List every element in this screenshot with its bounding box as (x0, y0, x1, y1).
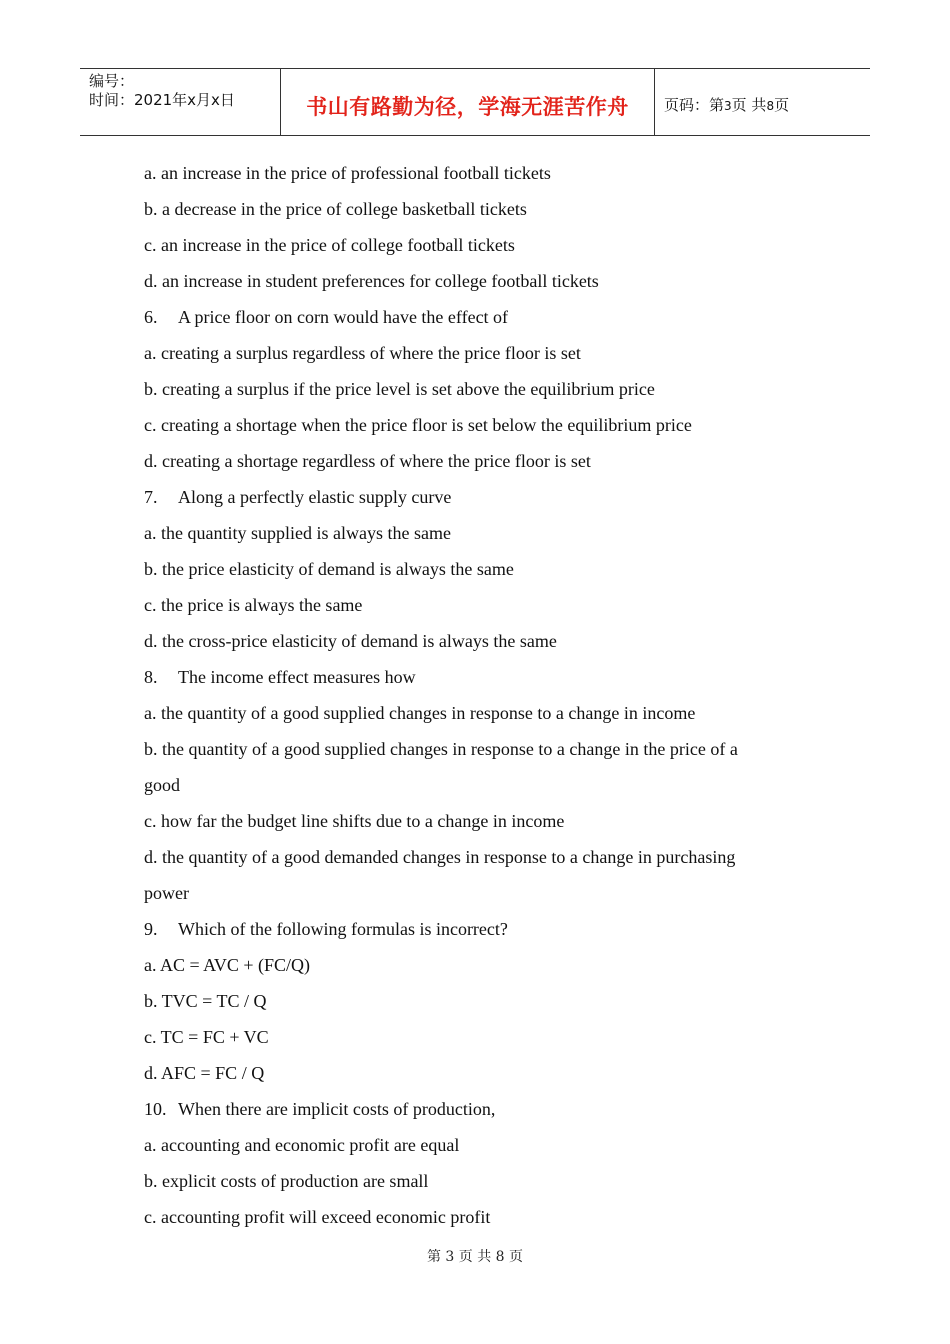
answer-line: d. an increase in student preferences for college football tickets (144, 271, 599, 291)
question-text: When there are implicit costs of production, (178, 1099, 496, 1119)
question-line (144, 479, 794, 515)
answer-line: b. a decrease in the price of college basketball tickets (144, 199, 527, 219)
page-footer: 第 3 页 共 8 页 (426, 1249, 524, 1265)
answer-line: b. TVC = TC / Q (144, 991, 267, 1011)
answer-line: a. creating a surplus regardless of where the price floor is set (144, 343, 581, 363)
page-current: 3 (724, 99, 732, 113)
page-prefix: 页码：第 (664, 96, 725, 114)
page-mid: 页 共 (731, 96, 767, 114)
answer-line: b. the price elasticity of demand is always the same (144, 559, 514, 579)
page-suffix: 页 (774, 96, 790, 114)
answer-line: c. accounting profit will exceed economic profit (144, 1207, 491, 1227)
question-number: 10. (144, 1099, 167, 1119)
header-motto-cell (281, 69, 655, 135)
question-line (144, 299, 794, 335)
question-line (144, 911, 794, 947)
answer-line: c. how far the budget line shifts due to a change in income (144, 811, 565, 831)
answer-line: b. creating a surplus if the price level is set above the equilibrium price (144, 379, 655, 399)
answer-line: a. AC = AVC + (FC/Q) (144, 955, 310, 975)
question-text: Along a perfectly elastic supply curve (178, 487, 452, 507)
answer-line: c. an increase in the price of college football tickets (144, 235, 515, 255)
motto: 书山有路勤为径，学海无涯苦作舟 (306, 95, 629, 119)
answer-line: a. the quantity of a good supplied changes in response to a change in income (144, 703, 696, 723)
answer-line: b. the quantity of a good supplied changes in response to a change in the price of a (144, 739, 738, 759)
page-info (664, 94, 789, 115)
question-text: Which of the following formulas is incorrect? (178, 919, 508, 939)
answer-line: b. explicit costs of production are small (144, 1171, 429, 1191)
answer-line: power (144, 883, 189, 903)
answer-line: d. the cross-price elasticity of demand is always the same (144, 631, 557, 651)
answer-line: d. the quantity of a good demanded changes in response to a change in purchasing (144, 847, 736, 867)
question-number: 9. (144, 919, 158, 939)
answer-line: d. AFC = FC / Q (144, 1063, 265, 1083)
page-total: 8 (766, 99, 775, 113)
question-text: The income effect measures how (178, 667, 416, 687)
answer-line: good (144, 775, 180, 795)
question-line (144, 1091, 794, 1127)
serial-label: 编号： (89, 72, 135, 90)
question-number: 7. (144, 487, 158, 507)
answer-line: c. the price is always the same (144, 595, 363, 615)
answer-line: a. accounting and economic profit are equal (144, 1135, 460, 1155)
answer-line: d. creating a shortage regardless of where the price floor is set (144, 451, 591, 471)
answer-line: c. creating a shortage when the price floor is set below the equilibrium price (144, 415, 692, 435)
question-text (144, 155, 794, 1235)
answer-line: c. TC = FC + VC (144, 1027, 269, 1047)
answer-line: a. the quantity supplied is always the same (144, 523, 451, 543)
question-number: 8. (144, 667, 158, 687)
header-meta-cell (80, 69, 281, 135)
question-text: A price floor on corn would have the effect of (178, 307, 509, 327)
header-page-cell (655, 69, 870, 135)
answer-line: a. an increase in the price of professional football tickets (144, 163, 551, 183)
question-number: 6. (144, 307, 158, 327)
time-label: 时间：2021年x月x日 (89, 91, 235, 109)
question-line (144, 659, 794, 695)
page-header (80, 68, 870, 136)
